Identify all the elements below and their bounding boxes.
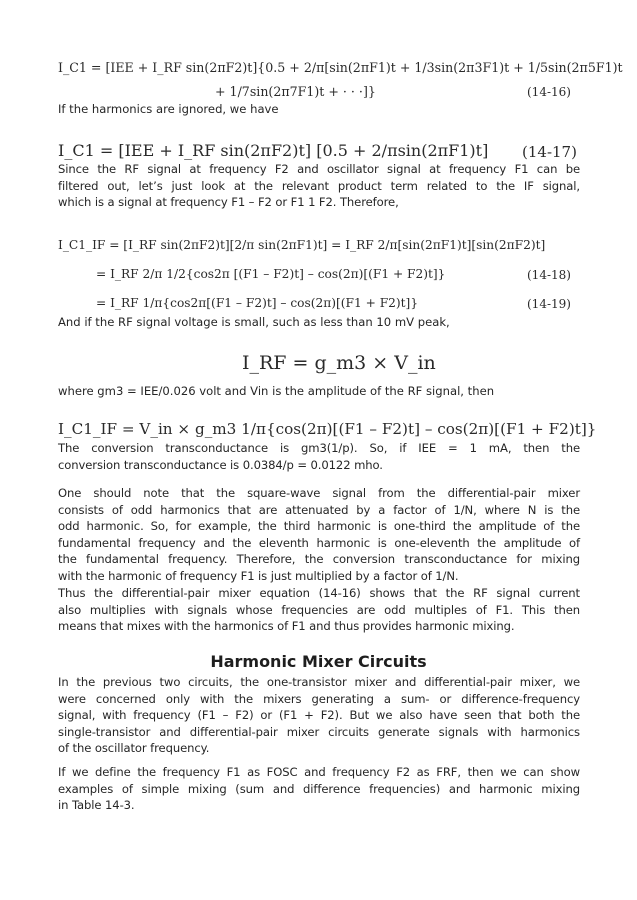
paragraph-line: of the oscillator frequency. [58,741,210,756]
paragraph-line: with the harmonic of frequency F1 is just multiplied by a factor of 1/N. [58,568,459,583]
paragraph-line: odd harmonic. So, for example, the third harmonic is one-third the amplitude of the [58,519,580,534]
equation-ic1-if: I_C1_IF = V_in × g_m3 1/π{cos(2π)[(F1 – F2)t] – cos(2π)[(F1 + F2)t]} [58,420,597,438]
equation-number-14-16: (14-16) [527,85,571,99]
paragraph-line: signal, with frequency (F1 – F2) or (F1 + F2). But we also have seen that both the [58,708,580,723]
paragraph-line: In the previous two circuits, the one-transistor mixer and differential-pair mixer, we [58,675,580,689]
paragraph-thus [58,585,580,635]
paragraph-since [58,161,580,211]
paragraph-line: filtered out, let’s just look at the relevant product term related to the IF signal, [58,178,580,193]
paragraph-line: fundamental frequency and the eleventh harmonic is one-eleventh the amplitude of [58,535,580,550]
paragraph-line: which is a signal at frequency F1 – F2 or F1 1 F2. Therefore, [58,195,399,210]
paragraph-line: examples of simple mixing (sum and difference frequencies) and harmonic mixing [58,781,580,796]
equation-number-14-19: (14-19) [527,297,571,311]
equation-irf: I_RF = g_m3 × V_in [242,352,436,374]
equation-number-14-17: (14-17) [522,143,577,161]
section-heading: Harmonic Mixer Circuits [210,652,427,671]
paragraph-line: Since the RF signal at frequency F2 and oscillator signal at frequency F1 can be [58,162,580,176]
equation-14-16-line2: + 1/7sin(2π7F1)t + · · ·]} [215,84,376,99]
paragraph-define [58,764,580,814]
paragraph-line: means that mixes with the harmonics of F1 and thus provides harmonic mixing. [58,619,515,634]
equation-14-17: I_C1 = [IEE + I_RF sin(2πF2)t] [0.5 + 2/πsin(2πF1)t] [58,141,489,160]
equation-14-18: = I_RF 2/π 1/2{cos2π [(F1 – F2)t] – cos(2π)[(F1 + F2)t]} [96,267,446,281]
paragraph-line: One should note that the square-wave signal from the differential-pair mixer [58,486,580,500]
text-harmonics-ignored: If the harmonics are ignored, we have [58,102,279,116]
paragraph-line: in Table 14-3. [58,798,135,813]
paragraph-line: consists of odd harmonics that are attenuated by a factor of 1/N, where N is the [58,502,580,517]
paragraph-line: were concerned only with the mixers generating a sum- or difference-frequency [58,691,580,706]
text-where-gm3: where gm3 = IEE/0.026 volt and Vin is the amplitude of the RF signal, then [58,384,495,398]
equation-if-current-line1: I_C1_IF = [I_RF sin(2πF2)t][2/π sin(2πF1)t] = I_RF 2/π[sin(2πF1)t][sin(2πF2)t] [58,238,546,252]
text-rf-small: And if the RF signal voltage is small, such as less than 10 mV peak, [58,315,450,329]
paragraph-line: The conversion transconductance is gm3(1/p). So, if IEE = 1 mA, then the [58,441,580,455]
paragraph-line: also multiplies with signals whose frequencies are odd multiples of F1. This then [58,602,580,617]
paragraph-line: the fundamental frequency. Therefore, the conversion transconductance for mixing [58,552,580,567]
equation-number-14-18: (14-18) [527,268,571,282]
equation-14-19: = I_RF 1/π{cos2π[(F1 – F2)t] – cos(2π)[(F1 + F2)t]} [96,296,419,310]
paragraph-conversion [58,440,580,473]
paragraph-line: single-transistor and differential-pair mixer circuits generate signals with harmonics [58,724,580,739]
equation-14-16-line1: I_C1 = [IEE + I_RF sin(2πF2)t]{0.5 + 2/π[sin(2πF1)t + 1/3sin(2π3F1)t + 1/5sin(2π5F1)t [58,60,623,75]
paragraph-line: conversion transconductance is 0.0384/p = 0.0122 mho. [58,457,383,472]
paragraph-line: If we define the frequency F1 as FOSC and frequency F2 as FRF, then we can show [58,765,580,779]
paragraph-square-wave [58,485,580,585]
paragraph-previous [58,674,580,757]
paragraph-line: Thus the differential-pair mixer equation (14-16) shows that the RF signal current [58,586,580,600]
